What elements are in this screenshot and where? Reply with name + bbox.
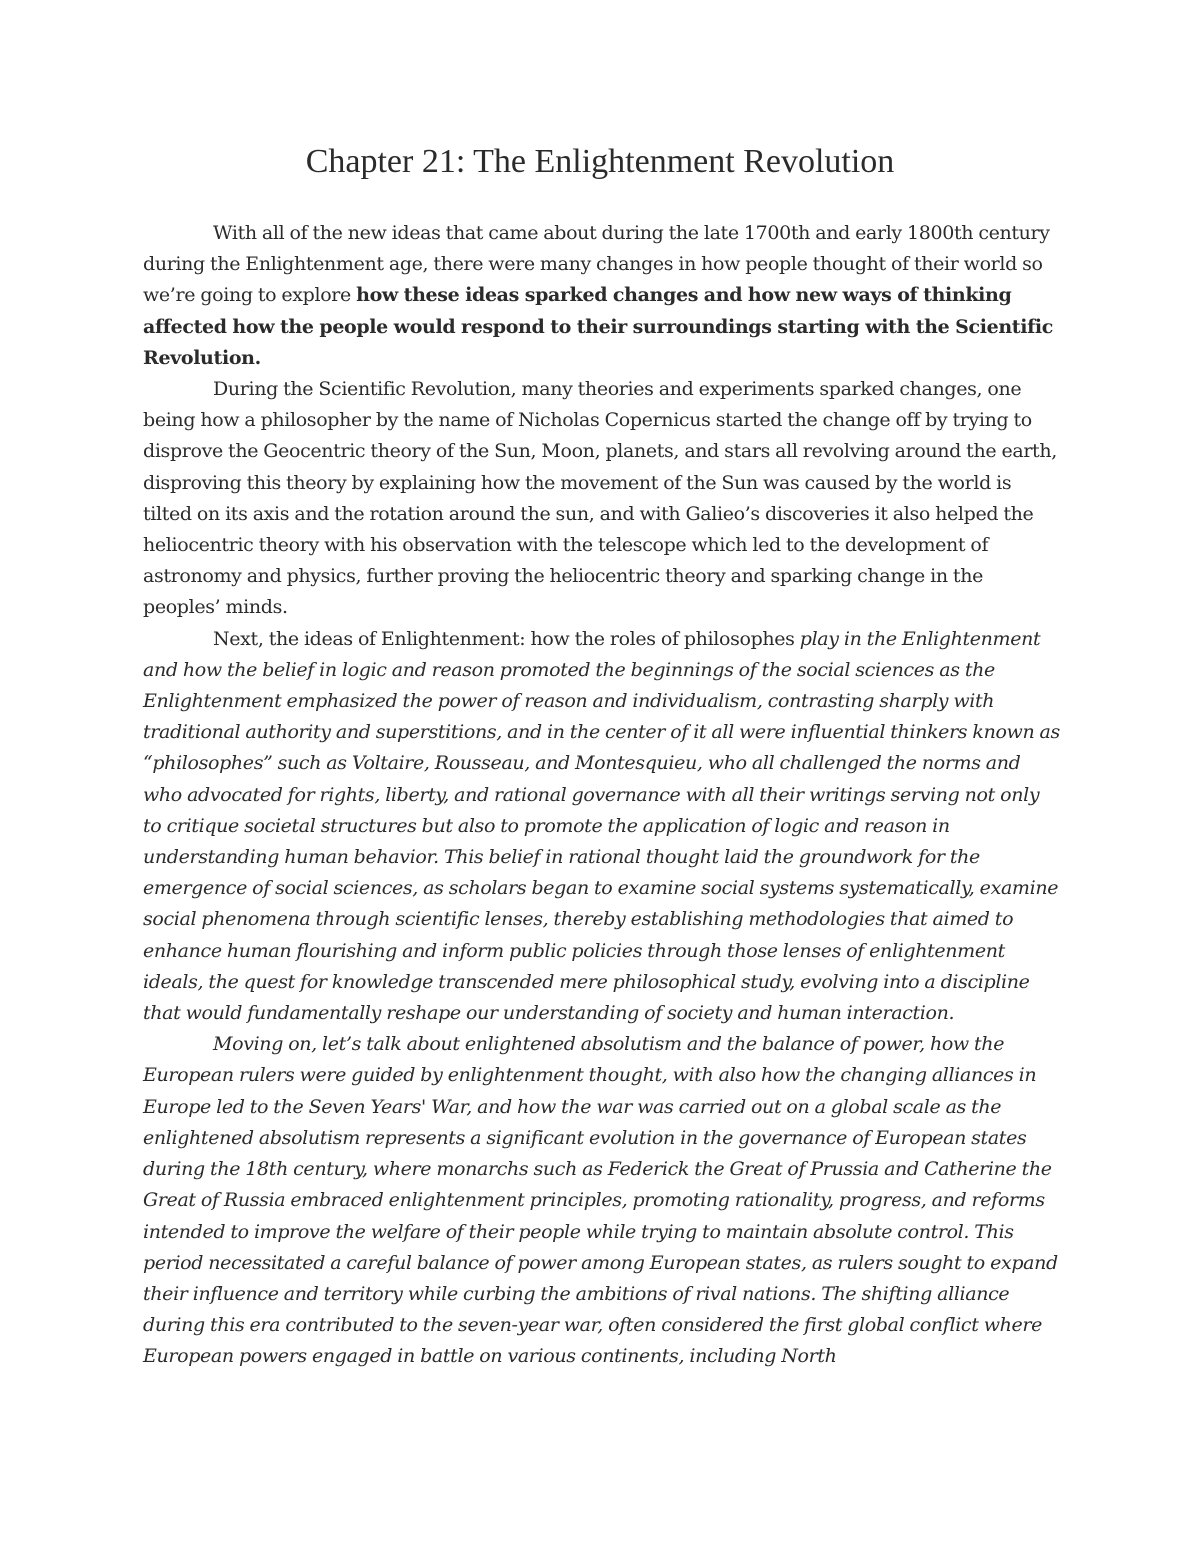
paragraph-enlightened-absolutism xyxy=(143,1029,1060,1372)
document-body xyxy=(143,218,1060,1373)
paragraph-intro-bold-text: how these ideas sparked changes and how new ways of thinking affected how the people would respond to their surroundings starting with the Scientific Revolution. xyxy=(143,284,1053,369)
paragraph-enlightenment-ideas-italic-text: play in the Enlightenment and how the belief in logic and reason promoted the beginnings of the social sciences as the Enlightenment emphasized the power of reason and individualism, contrasting sharply with traditional authority and superstitions, and in the center of it all were influential thinkers known as “philosophes” such as Voltaire, Rousseau, and Montesquieu, who all challenged the norms and who advocated for rights, liberty, and rational governance with all their writings serving not only to critique societal structures but also to promote the application of logic and reason in understanding human behavior. This belief in rational thought laid the groundwork for the emergence of social sciences, as scholars began to examine social systems systematically, examine social phenomena through scientific lenses, thereby establishing methodologies that aimed to enhance human flourishing and inform public policies through those lenses of enlightenment ideals, the quest for knowledge transcended mere philosophical study, evolving into a discipline that would fundamentally reshape our understanding of society and human interaction. xyxy=(143,627,1060,1025)
paragraph-enlightenment-ideas xyxy=(143,624,1060,1030)
paragraph-enlightened-absolutism-text: Moving on, let’s talk about enlightened absolutism and the balance of power, how the European rulers were guided by enlightenment thought, with also how the changing alliances in Europe led to the Seven Years' War, and how the war was carried out on a global scale as the enlightened absolutism represents a significant evolution in the governance of European states during the 18th century, where monarchs such as Federick the Great of Prussia and Catherine the Great of Russia embraced enlightenment principles, promoting rationality, progress, and reforms intended to improve the welfare of their people while trying to maintain absolute control. This period necessitated a careful balance of power among European states, as rulers sought to expand their influence and territory while curbing the ambitions of rival nations. The shifting alliance during this era contributed to the seven-year war, often considered the first global conflict where European powers engaged in battle on various continents, including North xyxy=(143,1033,1058,1368)
paragraph-scientific-revolution-text: During the Scientific Revolution, many theories and experiments sparked changes, one being how a philosopher by the name of Nicholas Copernicus started the change off by trying to disprove the Geocentric theory of the Sun, Moon, planets, and stars all revolving around the earth, disproving this theory by explaining how the movement of the Sun was caused by the world is tilted on its axis and the rotation around the sun, and with Galieo’s discoveries it also helped the heliocentric theory with his observation with the telescope which led to the development of astronomy and physics, further proving the heliocentric theory and sparking change in the peoples’ minds. xyxy=(143,378,1057,619)
page-title: Chapter 21: The Enlightenment Revolution xyxy=(305,143,895,180)
paragraph-intro xyxy=(143,218,1060,374)
paragraph-intro-text: With all of the new ideas that came about during the late 1700th and early 1800th century during the Enlightenment age, there were many changes in how people thought of their world so we’re going to explore xyxy=(143,222,1050,307)
paragraph-scientific-revolution xyxy=(143,374,1060,624)
paragraph-enlightenment-ideas-text: Next, the ideas of Enlightenment: how the roles of philosophes xyxy=(213,627,800,650)
